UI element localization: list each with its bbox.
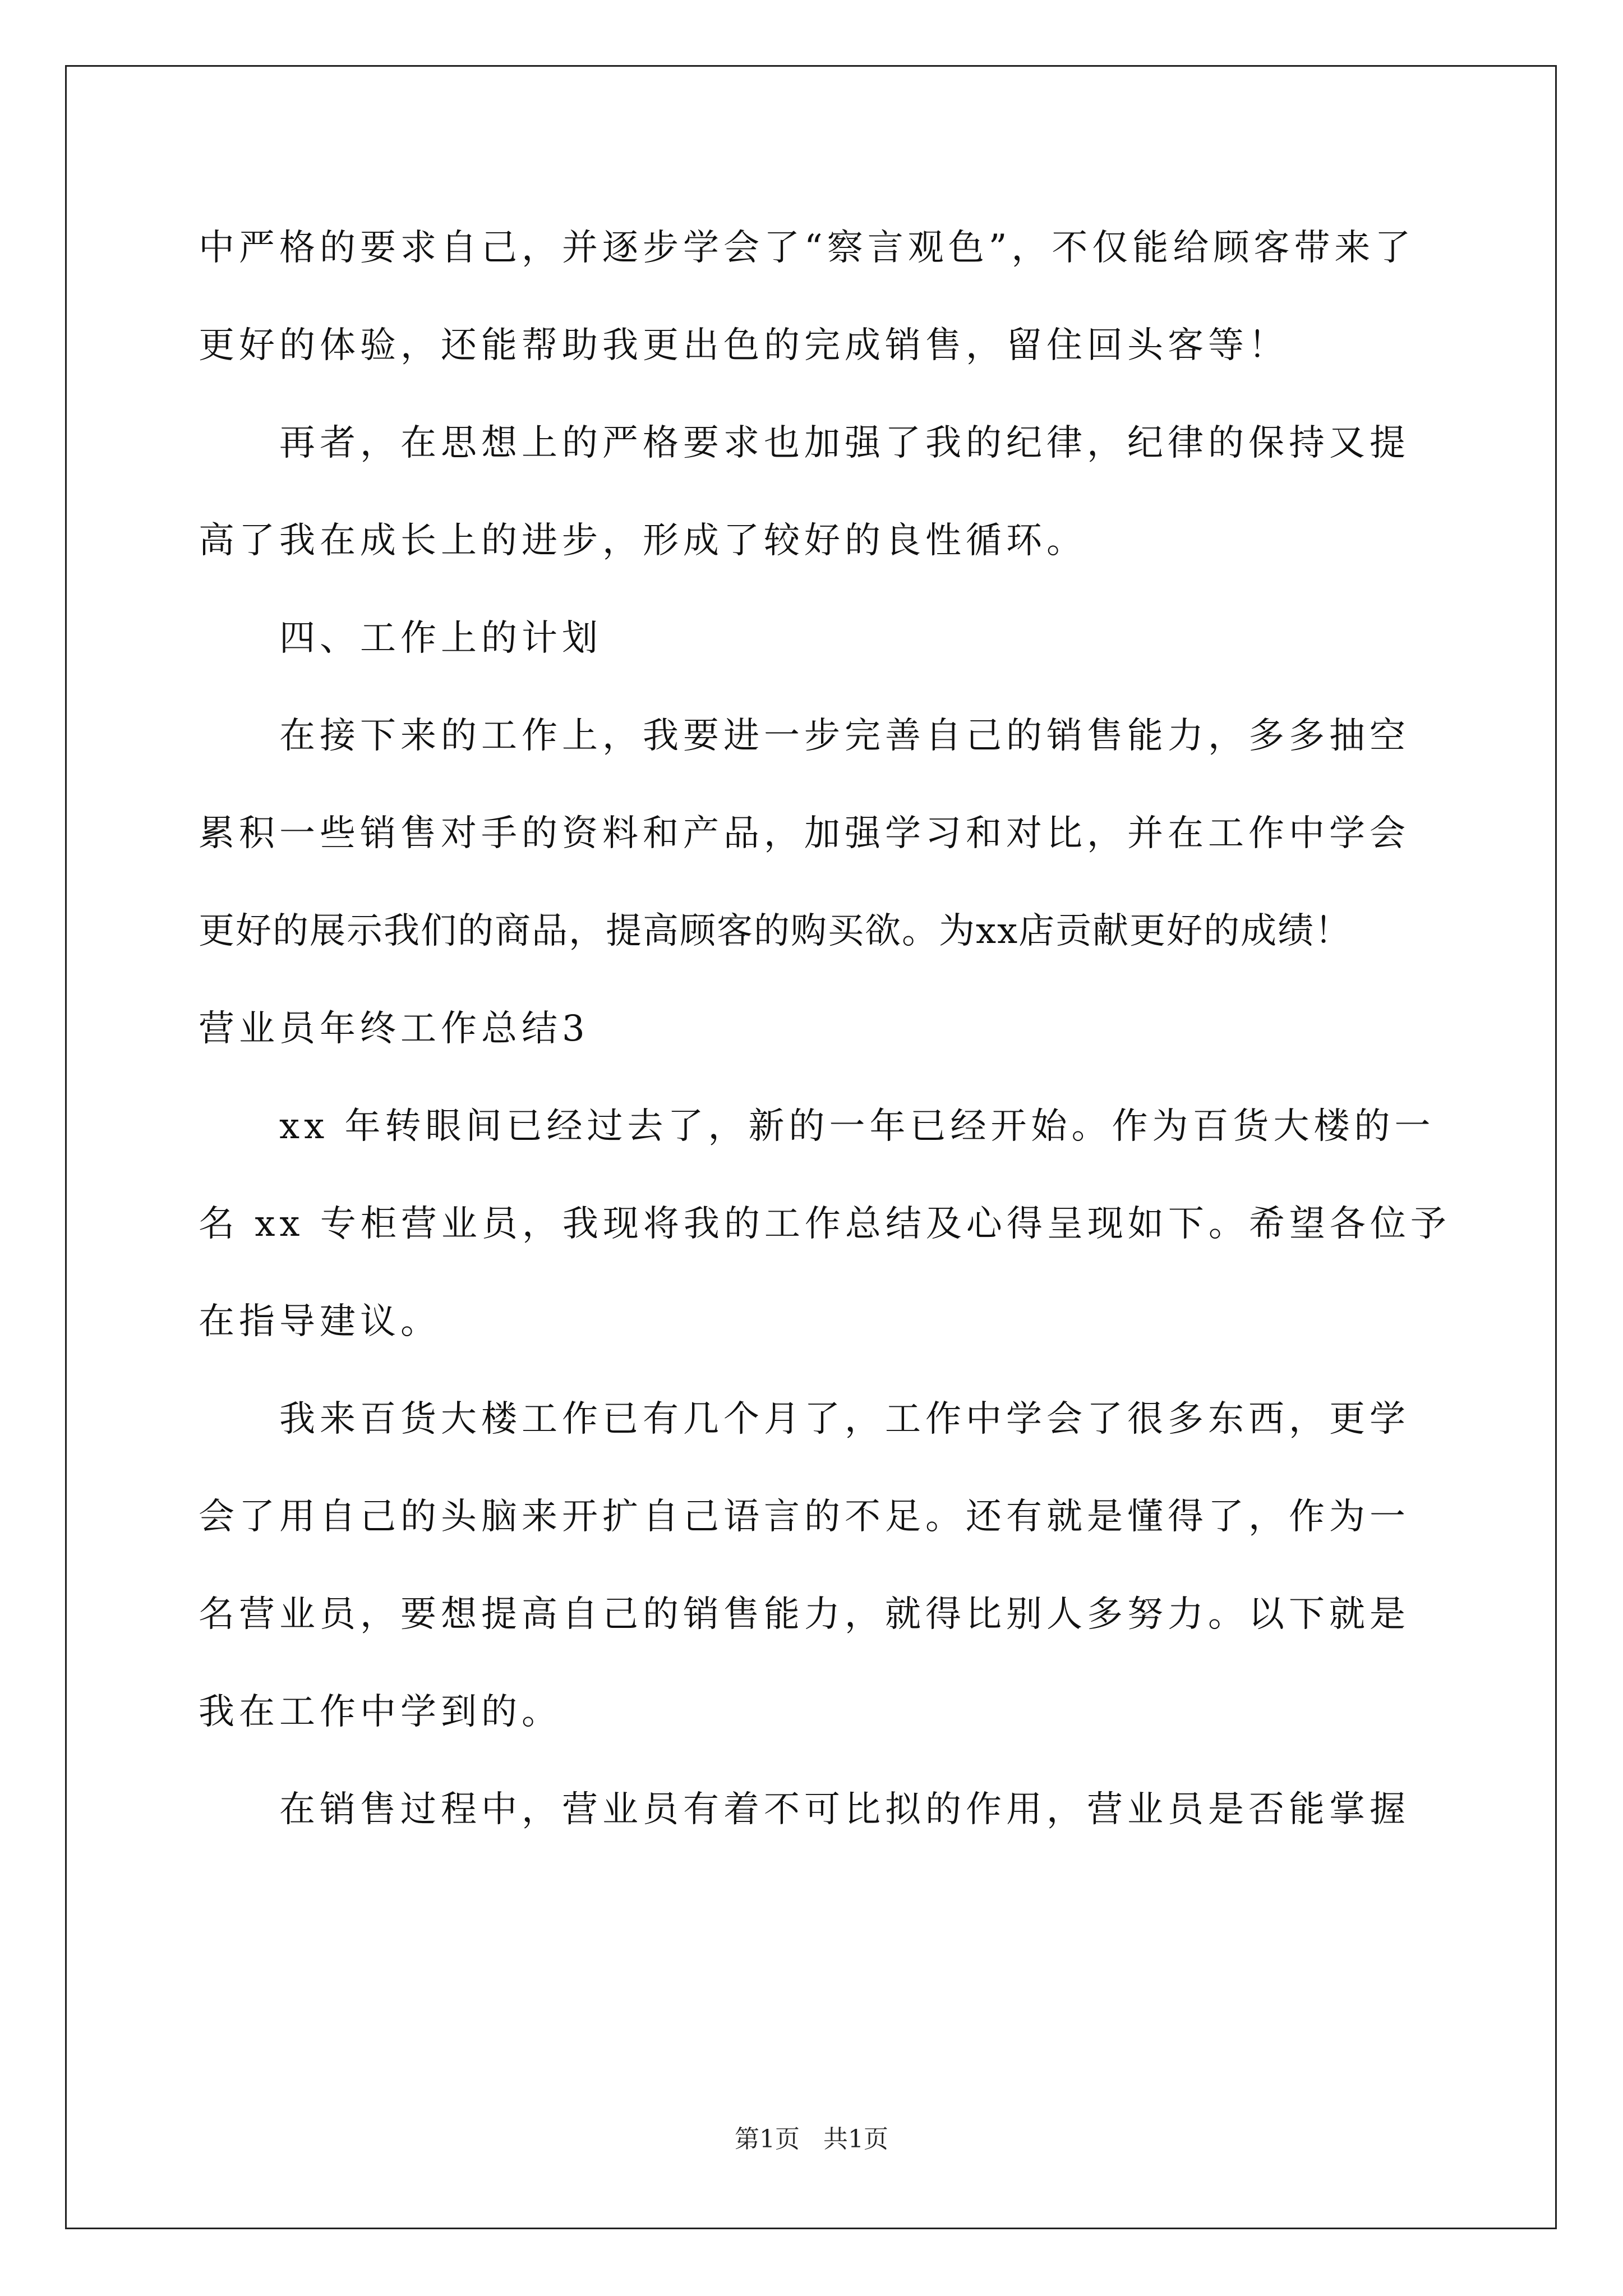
text-line: 更好的展示我们的商品，提高顾客的购买欲。为xx店贡献更好的成绩！ bbox=[199, 910, 1352, 952]
paragraph-start: 我来百货大楼工作已有几个月了，工作中学会了很多东西，更学 bbox=[279, 1398, 1410, 1440]
text-line: 会了用自己的头脑来开扩自己语言的不足。还有就是懂得了，作为一 bbox=[199, 1496, 1410, 1538]
text-line: 在指导建议。 bbox=[199, 1301, 441, 1342]
text-line: 高了我在成长上的进步，形成了较好的良性循环。 bbox=[199, 520, 1087, 562]
document-title: 营业员年终工作总结3 bbox=[199, 1008, 589, 1050]
text-line: 名营业员，要想提高自己的销售能力，就得比别人多努力。以下就是 bbox=[199, 1594, 1410, 1635]
paragraph-start: 在接下来的工作上，我要进一步完善自己的销售能力，多多抽空 bbox=[279, 715, 1410, 757]
section-heading: 四、工作上的计划 bbox=[279, 618, 602, 659]
text-line: 中严格的要求自己，并逐步学会了“察言观色”，不仅能给顾客带来了 bbox=[199, 227, 1415, 269]
paragraph-start: 在销售过程中，营业员有着不可比拟的作用，营业员是否能掌握 bbox=[279, 1789, 1410, 1830]
document-body bbox=[199, 199, 1451, 1858]
text-line: 更好的体验，还能帮助我更出色的完成销售，留住回头客等！ bbox=[199, 325, 1289, 366]
text-line: 累积一些销售对手的资料和产品，加强学习和对比，并在工作中学会 bbox=[199, 813, 1410, 854]
text-line: 我在工作中学到的。 bbox=[199, 1691, 562, 1733]
text-line: 名 xx 专柜营业员，我现将我的工作总结及心得呈现如下。希望各位予 bbox=[199, 1203, 1451, 1245]
paragraph-start: xx 年转眼间已经过去了，新的一年已经开始。作为百货大楼的一 bbox=[279, 1106, 1435, 1147]
paragraph-start: 再者，在思想上的严格要求也加强了我的纪律，纪律的保持又提 bbox=[279, 422, 1410, 464]
page-footer: 第1页 共1页 bbox=[735, 2125, 888, 2154]
